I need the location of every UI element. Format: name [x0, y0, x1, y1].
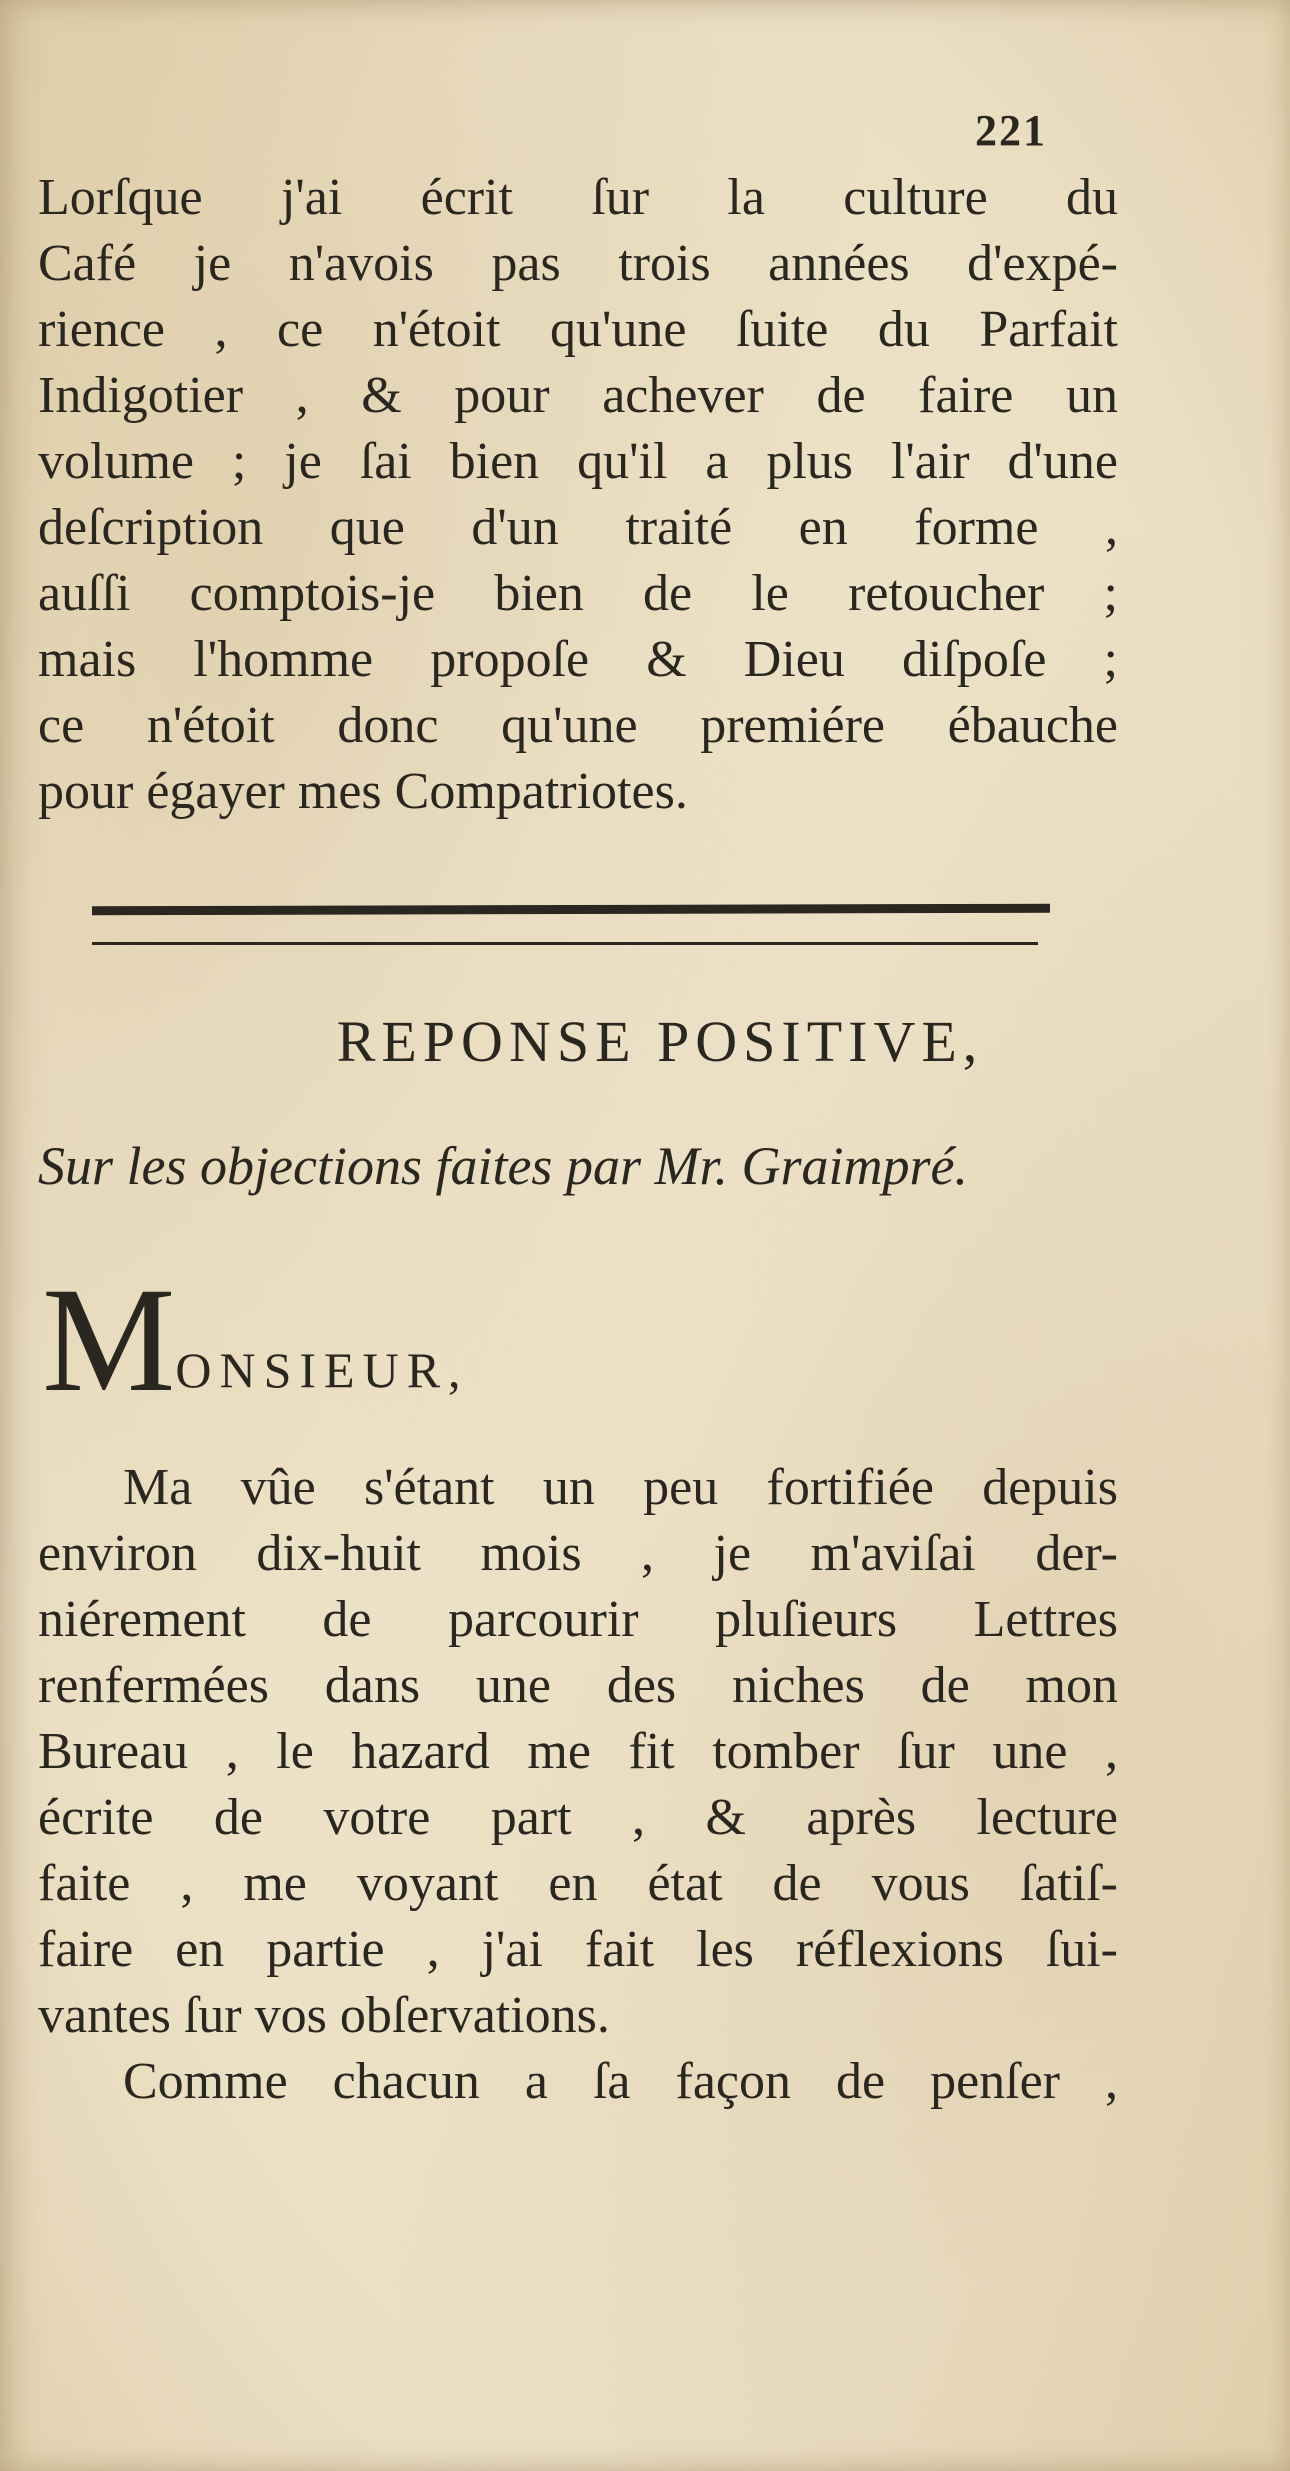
- paragraph-1: [38, 165, 1118, 825]
- text-line: Café je n'avois pas trois années d'expé-: [38, 235, 1118, 292]
- page-number: 221: [975, 106, 1047, 155]
- text-line: deſcription que d'un traité en forme ,: [38, 499, 1118, 556]
- text-line: Ma vûe s'étant un peu fortifiée depuis: [123, 1459, 1118, 1516]
- text-line: pour égayer mes Compatriotes.: [38, 763, 688, 820]
- text-line: environ dix-huit mois , je m'aviſai der-: [38, 1525, 1118, 1582]
- section-heading: REPONSE POSITIVE,: [336, 1009, 984, 1074]
- section-divider-thin: [92, 942, 1038, 945]
- text-line: Bureau , le hazard me fit tomber ſur une ,: [38, 1723, 1118, 1780]
- text-line: Comme chacun a ſa façon de penſer ,: [123, 2053, 1118, 2110]
- text-line: rience , ce n'étoit qu'une ſuite du Parfait: [38, 301, 1118, 358]
- salutation-text: ONSIEUR,: [175, 1342, 469, 1398]
- text-line: vantes ſur vos obſervations.: [38, 1987, 610, 2044]
- text-line: écrite de votre part , & après lecture: [38, 1789, 1118, 1846]
- section-subheading: Sur les objections faites par Mr. Graimpré.: [38, 1136, 968, 1196]
- salutation: [42, 1257, 942, 1423]
- text-line: Lorſque j'ai écrit ſur la culture du: [38, 169, 1118, 226]
- text-line: ce n'étoit donc qu'une premiére ébauche: [38, 697, 1118, 754]
- text-line: niérement de parcourir pluſieurs Lettres: [38, 1591, 1118, 1648]
- text-line: renfermées dans une des niches de mon: [38, 1657, 1118, 1714]
- text-line: faire en partie , j'ai fait les réflexions ſui-: [38, 1921, 1118, 1978]
- drop-cap: M: [42, 1257, 176, 1423]
- paragraph-2: [38, 1455, 1118, 2115]
- text-line: Indigotier , & pour achever de faire un: [38, 367, 1118, 424]
- text-line: mais l'homme propoſe & Dieu diſpoſe ;: [38, 631, 1118, 688]
- section-divider-thick: [92, 904, 1050, 916]
- text-line: faite , me voyant en état de vous ſatiſ-: [38, 1855, 1118, 1912]
- text-line: auſſi comptois-je bien de le retoucher ;: [38, 565, 1118, 622]
- text-line: volume ; je ſai bien qu'il a plus l'air d'une: [38, 433, 1118, 490]
